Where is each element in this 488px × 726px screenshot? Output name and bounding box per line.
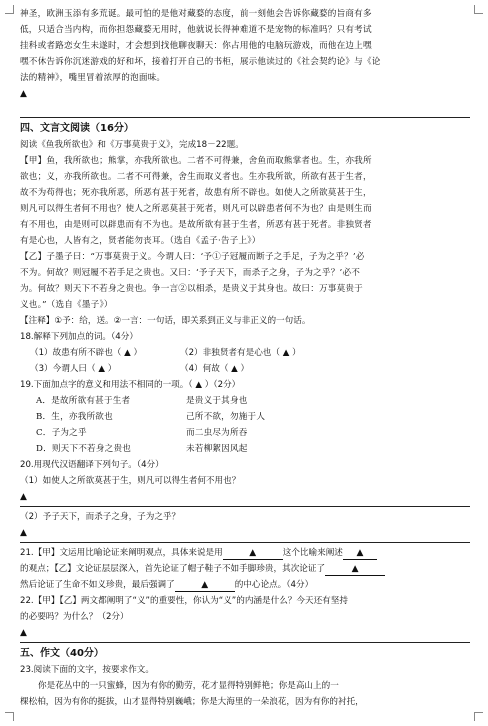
- answer-mark: ▲: [20, 492, 27, 502]
- jia-line: 欲也；义，亦我所欲也。二者不可得兼，舍生而取义者也。生亦我所欲，所欲有甚于生者，: [20, 172, 372, 182]
- yi-line: 不为。何故？则冠履不若手足之贵也。又曰：‘予子天下，而杀子之身，子为之乎？’必不: [20, 268, 361, 278]
- question-20: [20, 457, 470, 543]
- answer-mark: ▲: [20, 89, 27, 99]
- q18-item: （1）故患有所不辟也（ ▲ ）: [30, 348, 143, 358]
- section-divider: [20, 642, 470, 643]
- q23-stem: 23.阅读下面的文字，按要求作文。: [20, 665, 154, 675]
- q19-option-pair: 己所不欲，勿施于人: [186, 412, 266, 422]
- yi-line: 【乙】子墨子曰：“万事莫贵于义。今谓人曰：‘予①子冠履而断子之手足，子为之乎？’必: [20, 252, 365, 262]
- passage-line: 挂科或者路恋女生未遂时，才会想到找他聊夜聊天：你占用他的电脑玩游戏，而他在边上嘿: [20, 41, 372, 51]
- answer-mark: ▲: [20, 628, 27, 638]
- exam-page: [20, 6, 470, 710]
- q19-option: D．则天下不若身之贵也: [36, 444, 132, 454]
- composition-prompt-line: 棵松柏，因为有你的挺拔，山才显得特别巍峨；你是大海里的一朵浪花，因为有你的衬托，: [20, 697, 364, 707]
- reading-intro: 阅读《鱼我所欲也》和《万事莫贵于义》，完成18－22题。: [20, 140, 244, 150]
- q19-option-pair: 未若柳絮因风起: [186, 444, 248, 454]
- answer-line: [20, 506, 470, 507]
- crop-mark-bottom-left: [5, 712, 14, 721]
- answer-blank[interactable]: ▲: [175, 580, 235, 592]
- q21-line: 然后论证了生命不如义珍贵，最后强调了 ▲ 的中心论点。（4分）: [20, 580, 314, 590]
- jia-line: 故不为苟得也；死亦我所恶，所恶有甚于死者，故患有所不辟也。如使人之所欲莫甚于生，: [20, 188, 372, 198]
- q21-line: 的观点；【乙】文论证层层深入，首先论证了帽子鞋子不如手脚珍贵，其次论证了 ▲: [20, 561, 470, 577]
- q19-option-pair: 是贵义于其身也: [186, 396, 248, 406]
- jia-line: 则凡可以得生者何不用也？使人之所恶莫甚于死者，则凡可以辟患者何不为也？由是则生而: [20, 204, 372, 214]
- jia-line: 有不用也，由是则可以辟患而有不为也。是故所欲有甚于生者，所恶有甚于死者。非独贤者: [20, 220, 372, 230]
- yi-line: 为。何故？则天下不若身之贵也。争一言②以相杀，是贵义于其身也。故曰：万事莫贵于: [20, 284, 363, 294]
- passage-line: 低，只适合当内构，而你担怨藏婺无用时，他就说长得神难道不是宠物的标准吗？只有考试: [20, 25, 372, 35]
- section-title-composition: 五、作文（40分）: [20, 648, 104, 659]
- q18-item: （3）今谓人曰（ ▲ ）: [30, 364, 117, 374]
- question-18: [20, 329, 470, 377]
- question-22: [20, 593, 470, 643]
- yi-line: 义也。”（选自《墨子》）: [20, 300, 113, 310]
- answer-blank[interactable]: ▲: [325, 564, 385, 576]
- passage-continuation: [20, 6, 470, 86]
- question-stem: 20.用现代汉语翻译下列句子。（4分）: [20, 460, 164, 470]
- section-title-classical: 四、文言文阅读（16分）: [20, 123, 134, 134]
- passage-line: 神圣，欧洲玉添有多荒诞。最可怕的是他对藏婺的态度，前一刻他会告诉你藏婺的旨商有多: [20, 9, 372, 19]
- answer-line: [20, 542, 470, 543]
- passage-yi: [20, 249, 470, 313]
- crop-mark-top-right: [474, 5, 483, 14]
- q19-option: A．是故所欲有甚于生者: [36, 396, 131, 406]
- q18-item: （2）非独贤者有是心也（ ▲ ）: [180, 348, 301, 358]
- passage-jia: [20, 153, 470, 249]
- q19-option: C．子为之乎: [36, 428, 87, 438]
- annotation-note: 【注释】①予：给，送。②一言：一句话，即关系到正义与非正义的一句话。: [20, 316, 311, 326]
- q22-line: 22.【甲】【乙】两文都阐明了“义”的重要性，你认为“义”的内涵是什么？今天还有坚持: [20, 596, 348, 606]
- q21-line: 21.【甲】文运用比喻论证来阐明观点，具体来说是用 ▲ 这个比喻来阐述 ▲: [20, 545, 470, 561]
- question-21: [20, 545, 470, 593]
- jia-line: 有是心也，人皆有之，贤者能勿丧耳。（选自《孟子·告子上》）: [20, 236, 261, 246]
- composition-prompt-line: 你是花丛中的一只蜜蜂，因为有你的勤劳，花才显得特别鲜艳；你是高山上的一: [38, 681, 339, 691]
- question-stem: 18.解释下列加点的词。（4分）: [20, 332, 138, 342]
- q18-item: （4）何故（ ▲ ）: [180, 364, 250, 374]
- answer-mark: ▲: [20, 528, 27, 538]
- passage-line: 法的精神》，嘴里冒着浓厚的泡面味。: [20, 73, 166, 83]
- q19-option-pair: 而二虫尽为所吞: [186, 428, 248, 438]
- jia-line: 【甲】鱼，我所欲也；熊掌，亦我所欲也。二者不可得兼，舍鱼而取熊掌者也。生，亦我所: [20, 156, 372, 166]
- q19-option: B．生，亦我所欲也: [36, 412, 113, 422]
- question-19: [20, 377, 470, 457]
- q22-line: 的必要吗？为什么？（2分）: [20, 612, 129, 622]
- crop-mark-bottom-right: [474, 712, 483, 721]
- crop-mark-top-left: [5, 5, 14, 14]
- q20-sentence-1: （1）如使人之所欲莫甚于生，则凡可以得生者何不用也？: [20, 476, 241, 486]
- question-stem: 19.下面加点字的意义和用法不相同的一项。（ ▲ ）（2分）: [20, 380, 241, 390]
- q20-sentence-2: （2）予子天下，而杀子之身，子为之乎？: [20, 512, 181, 522]
- answer-blank[interactable]: ▲: [343, 548, 377, 560]
- section-divider: [20, 117, 470, 118]
- passage-line: 嘿不休告诉你沉迷游戏的好和坏，接着打开自己的书柜，展示他读过的《社会契约论》与《论: [20, 57, 381, 67]
- answer-blank[interactable]: ▲: [223, 548, 283, 560]
